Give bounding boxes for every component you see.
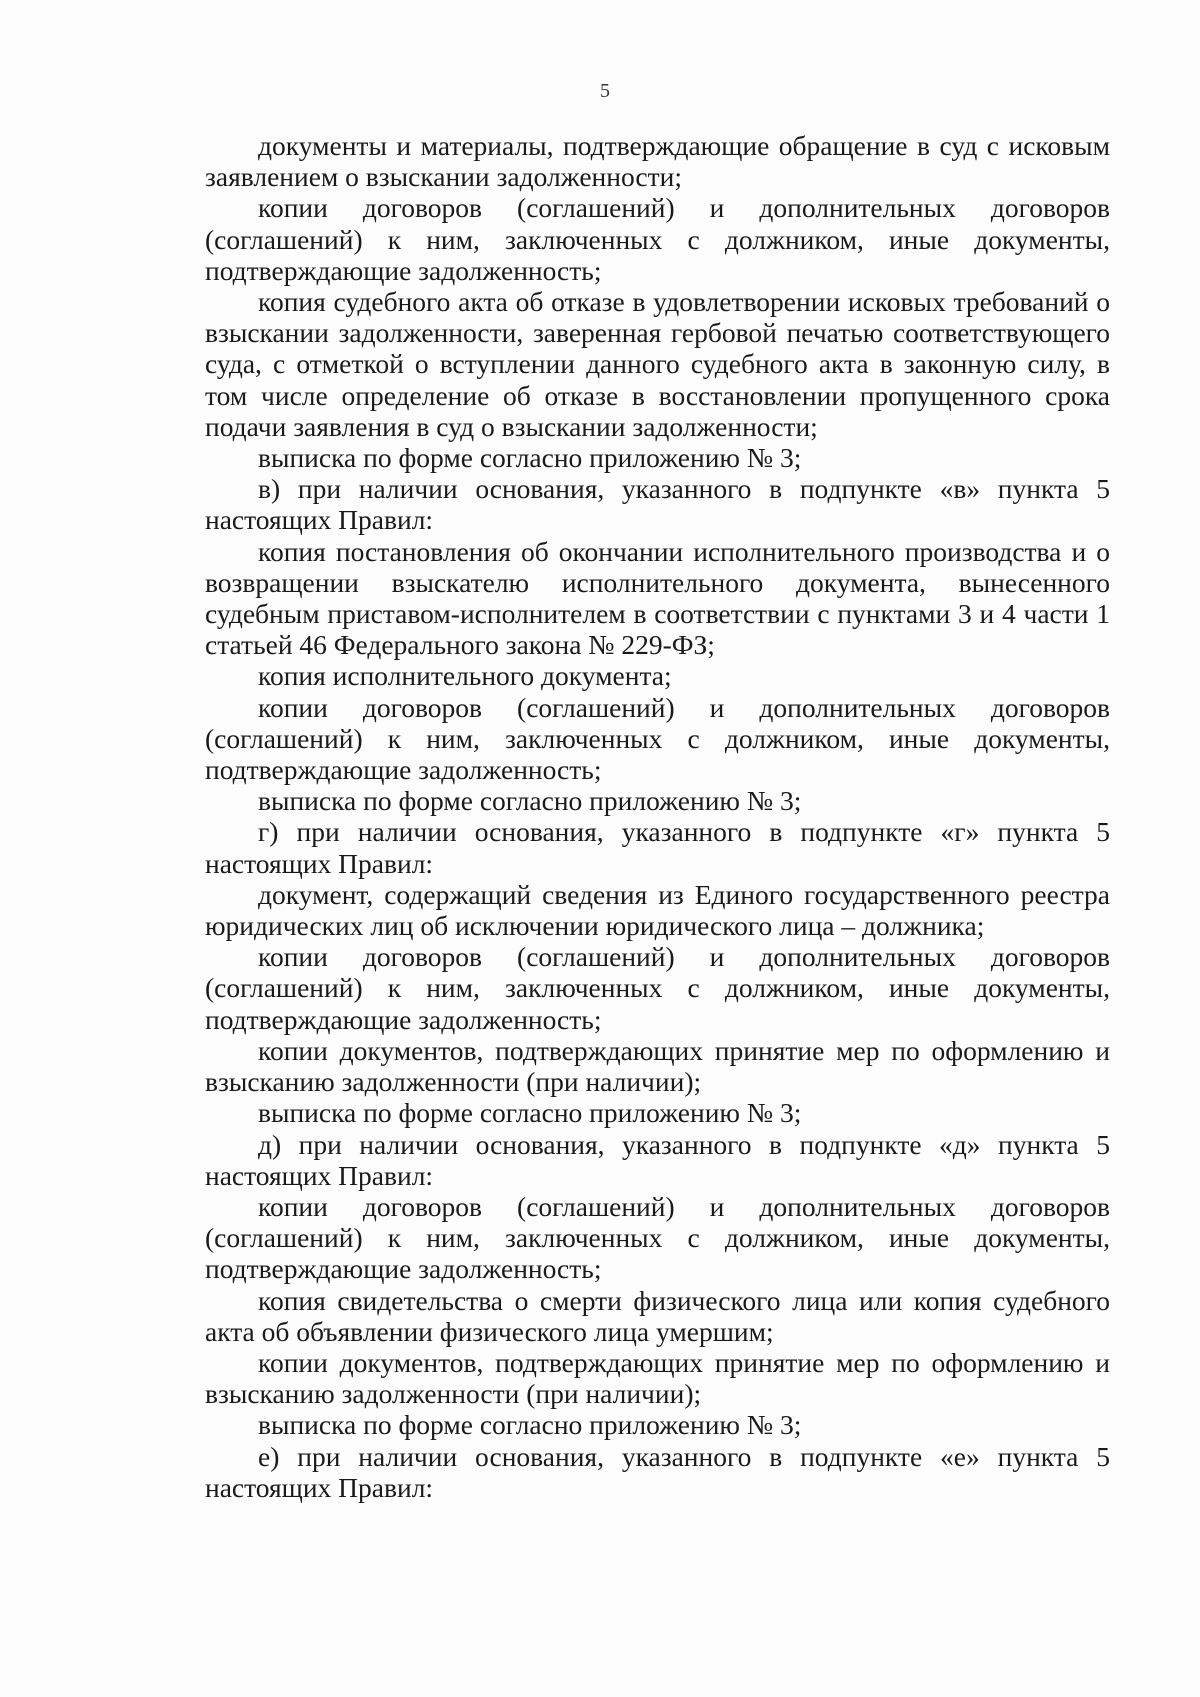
paragraph: копия исполнительного документа;	[258, 660, 672, 692]
paragraph: документ, содержащий сведения из Единого государственного реестра юридических лиц об исключении юридического лица – должника;	[205, 878, 1110, 942]
paragraph: выписка по форме согласно приложению № 3;	[258, 1097, 802, 1129]
paragraph: в) при наличии основания, указанного в подпункте «в» пункта 5 настоящих Правил:	[205, 473, 1110, 536]
paragraph: копии документов, подтверждающих принятие мер по оформлению и взысканию задолженности (при наличии);	[205, 1034, 1110, 1098]
document-body	[205, 130, 1110, 1503]
paragraph: г) при наличии основания, указанного в подпункте «г» пункта 5 настоящих Правил:	[205, 816, 1110, 879]
paragraph: д) при наличии основания, указанного в подпункте «д» пункта 5 настоящих Правил:	[205, 1128, 1110, 1191]
paragraph: копии договоров (соглашений) и дополнительных договоров (соглашений) к ним, заключенных с должником, иные документы, подтверждающие задолженность;	[205, 941, 1110, 1035]
paragraph: выписка по форме согласно приложению № 3;	[258, 785, 802, 817]
paragraph: выписка по форме согласно приложению № 3;	[258, 1409, 802, 1441]
paragraph: копия судебного акта об отказе в удовлетворении исковых требований о взыскании задолженности, заверенная гербовой печатью соответствующего суда, с отметкой о вступлении данного судебного акта в законную силу, в том числе определение об отказе в восстановлении пропущенного срока подачи заявления в суд о взыскании задолженности;	[205, 286, 1110, 442]
page-number: 5	[600, 80, 610, 102]
paragraph: копии договоров (соглашений) и дополнительных договоров (соглашений) к ним, заключенных с должником, иные документы, подтверждающие задолженность;	[205, 192, 1110, 286]
paragraph: копия свидетельства о смерти физического лица или копия судебного акта об объявлении физического лица умершим;	[205, 1284, 1110, 1347]
paragraph: е) при наличии основания, указанного в подпункте «е» пункта 5 настоящих Правил:	[205, 1440, 1110, 1503]
paragraph: документы и материалы, подтверждающие обращение в суд с исковым заявлением о взыскании задолженности;	[205, 130, 1110, 193]
paragraph: копии документов, подтверждающих принятие мер по оформлению и взысканию задолженности (при наличии);	[205, 1346, 1110, 1410]
paragraph: копии договоров (соглашений) и дополнительных договоров (соглашений) к ним, заключенных с должником, иные документы, подтверждающие задолженность;	[205, 1190, 1110, 1285]
paragraph: выписка по форме согласно приложению № 3;	[258, 442, 802, 474]
paragraph: копия постановления об окончании исполнительного производства и о возвращении взыскателю исполнительного документа, вынесенного судебным приставом-исполнителем в соответствии с пунктами 3 и 4 части 1 статьей 46 Федерального закона № 229-ФЗ;	[205, 535, 1110, 661]
paragraph: копии договоров (соглашений) и дополнительных договоров (соглашений) к ним, заключенных с должником, иные документы, подтверждающие задолженность;	[205, 691, 1110, 786]
